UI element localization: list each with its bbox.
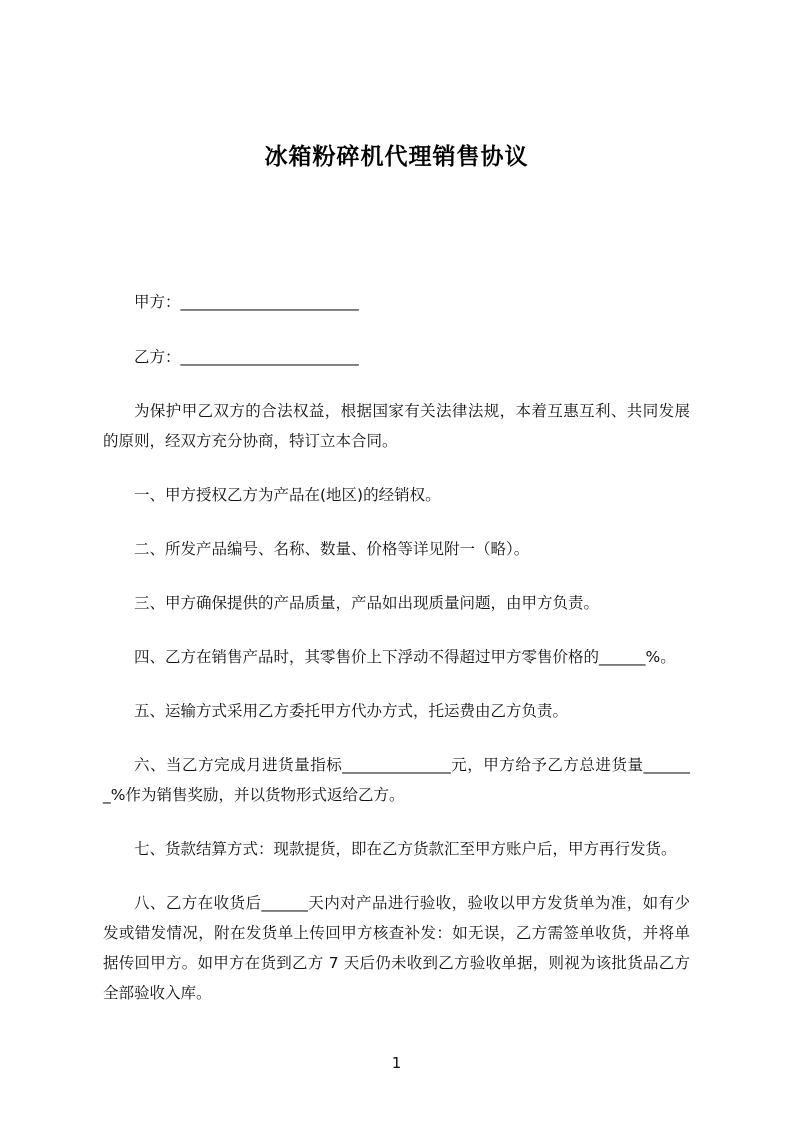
clause-2: 二、所发产品编号、名称、数量、价格等详见附一（略）。 (134, 540, 530, 558)
page-number: 1 (391, 1054, 402, 1072)
clause-7: 七、货款结算方式：现款提货，即在乙方货款汇至甲方账户后，甲方再行发货。 (134, 840, 677, 858)
document-title: 冰箱粉碎机代理销售协议 (264, 144, 529, 170)
preamble-paragraph: 为保护甲乙双方的合法权益，根据国家有关法律法规，本着互惠互利、共同发展的原则，经双方充分协商，特订立本合同。 (103, 402, 690, 450)
clause-1: 一、甲方授权乙方为产品在(地区)的经销权。 (134, 486, 441, 504)
clause-4: 四、乙方在销售产品时，其零售价上下浮动不得超过甲方零售价格的______%。 (134, 648, 676, 666)
party-b-line: 乙方：_______________________ (134, 348, 359, 366)
clause-6: 六、当乙方完成月进货量指标______________元，甲方给予乙方总进货量_______%作为销售奖励，并以货物形式返给乙方。 (103, 756, 690, 804)
clause-3: 三、甲方确保提供的产品质量，产品如出现质量问题，由甲方负责。 (134, 594, 600, 612)
party-a-line: 甲方：_______________________ (134, 293, 359, 311)
clause-8: 八、乙方在收货后______天内对产品进行验收，验收以甲方发货单为准，如有少发或错发情况，附在发货单上传回甲方核查补发：如无误，乙方需签单收货，并将单据传回甲方。如甲方在货到乙方 7 天后仍未收到乙方验收单据，则视为该批货品乙方全部验收入库。 (103, 894, 690, 1002)
clause-5: 五、运输方式采用乙方委托甲方代办方式，托运费由乙方负责。 (134, 702, 569, 720)
